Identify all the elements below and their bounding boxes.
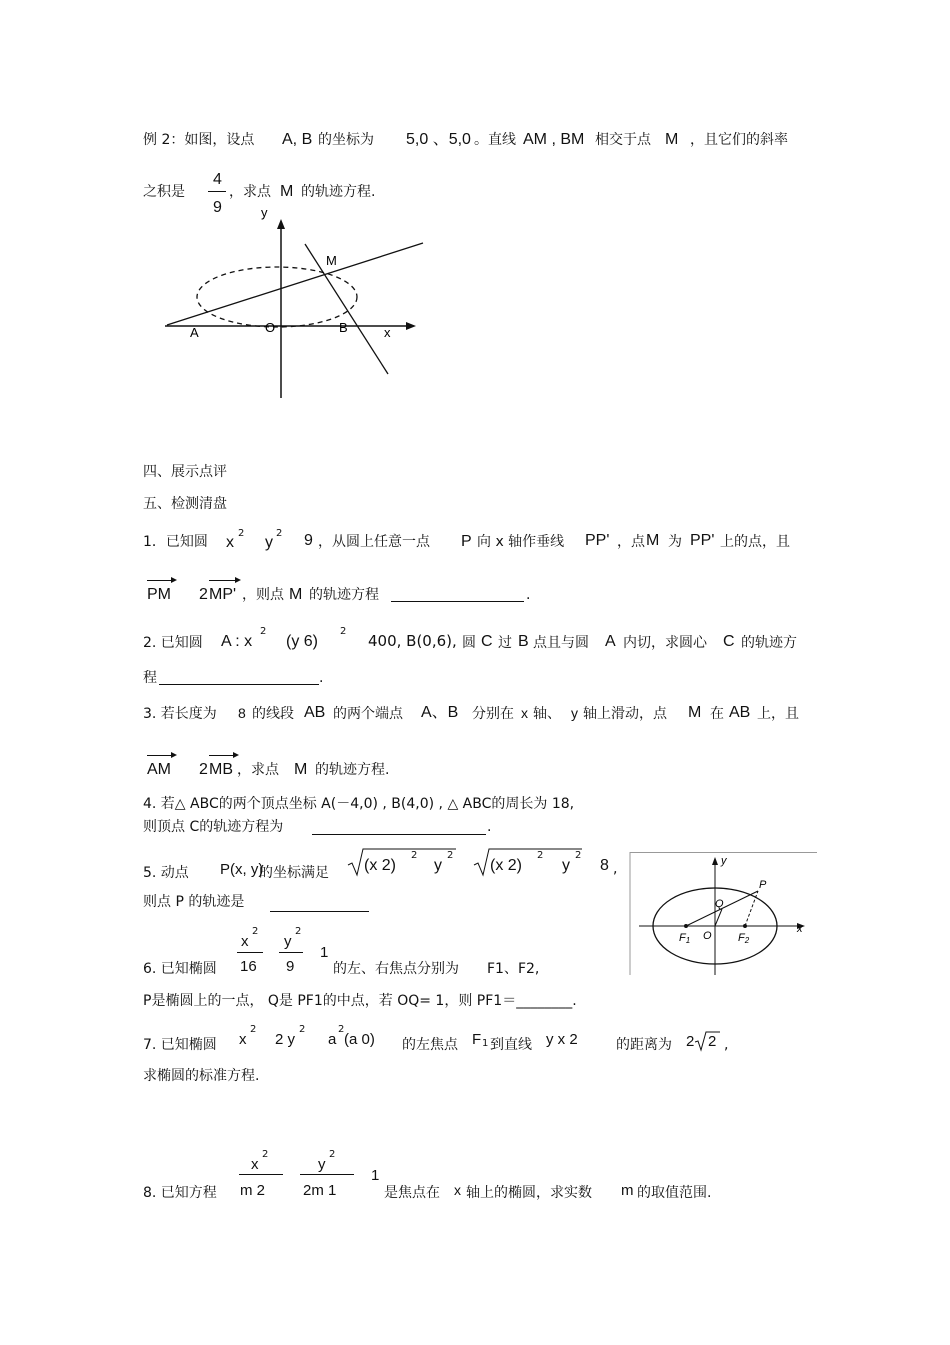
q2-a-pt: A [605,633,616,650]
q6-y: y [284,933,292,950]
q5-comma: , [613,861,618,877]
q6-d2: 9 [286,958,295,975]
q2-text-d: 点且与圆 [533,635,589,651]
q3-m: M [688,704,702,721]
vector-arrow-pm [147,580,175,581]
q3-text-f: 轴上滑动，点 [583,706,667,722]
dashed-ellipse [197,267,357,327]
q2-text-f: 的轨迹方 [741,635,797,651]
q7-s3: 2 [338,1024,345,1035]
q2-text-c: 过 [498,635,512,651]
q1-x: x [226,534,234,551]
q6-text-c: F1、F2, [487,961,540,977]
q8-text-b: 是焦点在 [384,1185,440,1201]
ex2-frac-num: 4 [213,171,222,188]
q1-answer-blank [391,601,524,602]
q3-two: 2 [199,761,208,778]
q3-ab: AB [304,704,326,721]
label-y: y [261,205,268,220]
q2-sup1: 2 [260,626,267,637]
ex2-text-2: 的坐标为 [318,132,374,148]
q1-vec-pm: PM [147,586,171,603]
q1-pp: PP' [585,532,610,549]
fig2-y-arrow [712,857,718,865]
ex2-lines: AM , BM [523,131,585,148]
ellipse-figure-1 [0,0,950,420]
q6-one: 1 [320,944,329,961]
q7-text-a: 7. 已知椭圆 [143,1037,217,1053]
label-b: B [339,320,348,335]
ex2-text-1: 例 2：如图，设点 [143,132,255,148]
ex2-text-8: 的轨迹方程. [301,184,376,200]
q6-frac-bar-2 [279,952,303,953]
label-m: M [326,253,337,268]
q1-text-g: ，则点 [242,587,284,603]
q6-text-a: 6. 已知椭圆 [143,961,217,977]
q3-ab2: A、B [421,704,459,721]
q1-y: y [265,534,273,551]
label-o: O [265,320,276,335]
q6-line-2: P是椭圆上的一点， Q是 PF1的中点，若 OQ= 1，则 PF1＝________. [143,993,577,1009]
ex2-coords: 5,0 、5,0 [406,131,471,148]
q8-text-c: 轴上的椭圆，求实数 [466,1185,592,1201]
q3-vec-am: AM [147,761,171,778]
q1-m2: M [289,586,303,603]
q5-text-a: 5. 动点 [143,865,189,881]
q8-m: m [621,1182,634,1199]
q3-x: x [521,705,528,721]
q5-r2: (x 2) [490,857,522,874]
q3-ab3: AB [729,704,751,721]
ex2-text-6: 之积是 [143,184,185,200]
q1-nine: 9 [304,532,313,549]
q7-text-c: 到直线 [490,1037,532,1053]
q2-b-pt: B [518,633,529,650]
fig2-label-f2: F2 [738,932,750,945]
q8-text-a: 8. 已知方程 [143,1185,217,1201]
q7-f: F [472,1031,482,1048]
fig2-label-q: Q [715,898,724,910]
vector-arrow-am [147,755,175,756]
q7-a-cond: (a 0) [344,1031,375,1048]
q3-text-c: 的两个端点 [333,706,403,722]
q1-vec-mp: MP' [209,586,237,603]
q2-text-e: 内切，求圆心 [623,635,707,651]
q7-s2: 2 [299,1024,306,1035]
ex2-text-4: 相交于点 [595,132,651,148]
q7-eq: y x 2 [546,1031,578,1048]
q1-text-h: 的轨迹方程 [309,587,379,603]
q7-root: 2 [708,1033,717,1050]
ex2-point-m: M [665,131,679,148]
q5-eight: 8 [600,857,609,874]
q4-line-2: 则顶点 C的轨迹方程为 [143,819,284,835]
q5-s2b: 2 [575,850,582,861]
section-5-heading: 五、检测清盘 [143,496,227,512]
ex2-points: A, B [282,131,313,148]
q7-x: x [239,1031,247,1048]
q2-circle: A : x [221,633,253,650]
q4-line-1: 4. 若△ ABC的两个顶点坐标 A(－4,0) , B(4,0) , △ ABC的周长为 18, [143,796,575,812]
ex2-point-m2: M [280,183,294,200]
q7-line-2: 求椭圆的标准方程. [143,1068,260,1084]
q4-answer-blank [312,834,486,835]
q2-answer-blank [159,684,319,685]
q5-r1b: y [434,857,442,874]
q5-r1: (x 2) [364,857,396,874]
q8-x2: x [454,1182,461,1198]
q1-text-c: 向 x 轴作垂线 [477,534,565,550]
label-a: A [190,325,199,340]
q1-text-d: ，点 [617,534,645,550]
q8-frac-bar-2 [300,1174,354,1175]
q6-x: x [241,933,249,950]
ex2-text-3: 。直线 [474,132,516,148]
q7-fsub: 1 [482,1038,489,1049]
q2-c: C [481,633,493,650]
q2-sup2: 2 [340,626,347,637]
q1-sup1: 2 [238,528,245,539]
q8-text-d: 的取值范围. [637,1185,712,1201]
q3-text-b: 的线段 [252,706,294,722]
q2-text-a: 2. 已知圆 [143,635,203,651]
q8-frac-bar-1 [239,1174,283,1175]
q5-s2: 2 [537,850,544,861]
q3-text-e: 轴、 [533,706,561,722]
q3-m2: M [294,761,308,778]
x-axis-arrow [406,322,416,330]
q1-m: M [646,532,660,549]
q1-text-a: 1．已知圆 [143,534,208,550]
line-bm [305,244,388,374]
q5-line-2: 则点 P 的轨迹是 [143,894,245,910]
q1-text-b: ，从圆上任意一点 [318,534,430,550]
q3-text-d: 分别在 [472,706,514,722]
q3-text-j: 的轨迹方程. [315,762,390,778]
line-am [167,243,423,325]
q7-end: , [724,1037,729,1053]
q6-frac-bar-1 [237,952,263,953]
q1-end: . [526,587,531,603]
q3-eight: 8 [238,705,246,721]
q3-text-g: 在 [710,706,724,722]
vector-arrow-mb [209,755,237,756]
fig2-label-f1: F1 [679,932,691,945]
ex2-text-5: ，且它们的斜率 [690,132,788,148]
q3-text-a: 3. 若长度为 [143,706,217,722]
q1-sup2: 2 [276,528,283,539]
q1-two: 2 [199,586,208,603]
fig2-label-y: y [721,855,727,867]
y-axis-arrow [277,219,285,229]
q3-text-h: 上，且 [757,706,799,722]
q5-s1: 2 [411,850,418,861]
q6-sx: 2 [252,926,259,937]
q6-sy: 2 [295,926,302,937]
ex2-frac-den: 9 [213,199,222,216]
q8-s2: 2 [329,1149,336,1160]
q5-answer-blank [270,911,369,912]
q1-p: P [461,533,472,550]
q8-s1: 2 [262,1149,269,1160]
fig2-label-o: O [703,930,712,942]
q2-y: (y 6) [286,633,318,650]
ex2-text-7: ，求点 [229,184,271,200]
label-x: x [384,325,391,340]
q7-dist: 2 [686,1033,695,1050]
q8-d1: m 2 [240,1182,266,1199]
q1-text-f: 上的点，且 [720,534,790,550]
q1-text-e: 为 [668,534,682,550]
q3-text-i: ，求点 [237,762,279,778]
q2-text-b: 圆 [462,635,476,651]
q7-text-d: 的距离为 [616,1037,672,1053]
q5-text-b: 的坐标满足 [259,865,329,881]
q6-text-b: 的左、右焦点分别为 [333,961,459,977]
q7-2y: 2 y [275,1031,296,1048]
q7-text-b: 的左焦点 [402,1037,458,1053]
q8-y: y [318,1156,326,1173]
q4-end: . [487,819,492,835]
q8-x: x [251,1156,259,1173]
fig2-label-p: P [759,879,767,891]
q7-s1: 2 [250,1024,257,1035]
q8-d2: 2m 1 [303,1182,337,1199]
q2-end: . [319,670,324,686]
vector-arrow-mp [209,580,239,581]
q7-a: a [328,1031,337,1048]
q8-one: 1 [371,1167,380,1184]
q2-rest: 400, B(0,6), [368,632,457,650]
q2-c-pt2: C [723,633,735,650]
q5-s1b: 2 [447,850,454,861]
q1-pp2: PP' [690,532,715,549]
q5-r2b: y [562,857,570,874]
ellipse-figure-2 [629,852,819,975]
q6-d1: 16 [240,958,257,975]
q3-y: y [571,705,578,721]
fig2-label-x: x [797,923,803,935]
q2-text-g: 程 [143,670,157,686]
section-4-heading: 四、展示点评 [143,464,227,480]
q3-vec-mb: MB [209,761,233,778]
q5-p: P(x, y) [220,861,264,878]
